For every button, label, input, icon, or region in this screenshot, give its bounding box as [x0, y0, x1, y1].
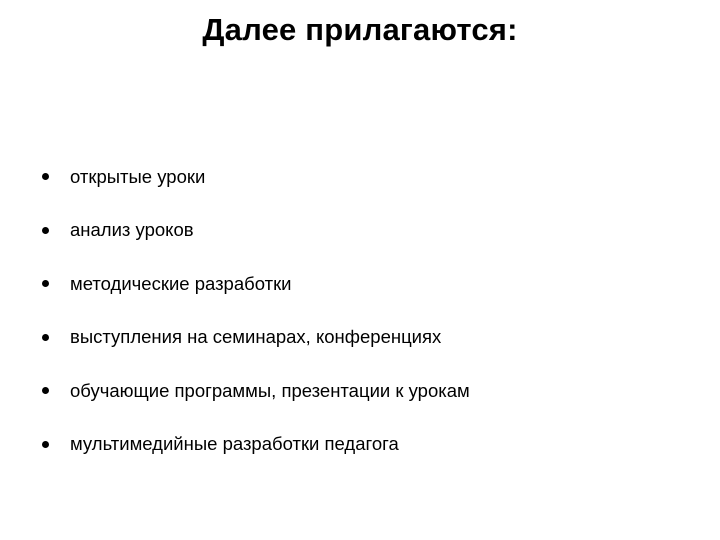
list-item-text: выступления на семинарах, конференциях — [70, 326, 442, 348]
list-item — [42, 364, 702, 418]
list-item — [42, 257, 702, 311]
list-item-text: анализ уроков — [70, 219, 194, 241]
list-item-text: открытые уроки — [70, 165, 206, 187]
bullet-icon — [42, 173, 49, 180]
bullet-icon — [42, 334, 49, 341]
bullet-icon — [42, 441, 49, 448]
bullet-icon — [42, 387, 49, 394]
list-item-text: мультимедийные разработки педагога — [70, 433, 399, 455]
list-item — [42, 150, 702, 204]
slide-title: Далее прилагаются: — [202, 12, 518, 47]
list-item — [42, 311, 702, 365]
bullet-list — [42, 150, 702, 471]
list-item — [42, 204, 702, 258]
bullet-icon — [42, 280, 49, 287]
list-item-text: методические разработки — [70, 272, 292, 294]
bullet-icon — [42, 227, 49, 234]
list-item — [42, 418, 702, 472]
list-item-text: обучающие программы, презентации к урокам — [70, 379, 470, 401]
